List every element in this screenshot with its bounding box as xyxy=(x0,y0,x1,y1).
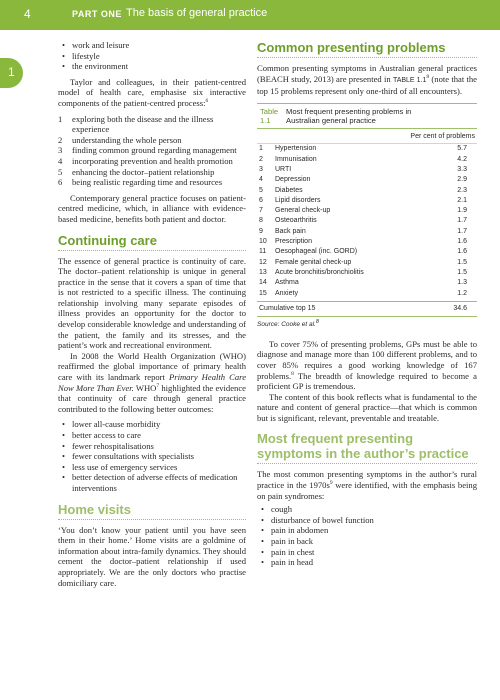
table-row: 1 Hypertension 5.7 xyxy=(259,145,467,153)
table-cumulative-row: Cumulative top 15 34.6 xyxy=(257,301,477,317)
list-item: 4 incorporating prevention and health promotion xyxy=(58,155,233,166)
table-row: 4 Depression 2.9 xyxy=(259,176,467,184)
table-row: 9 Back pain 1.7 xyxy=(259,227,467,235)
right-column xyxy=(257,40,477,568)
page-number: 4 xyxy=(24,7,31,21)
table-row: 7 General check-up 1.9 xyxy=(259,207,467,215)
table-row: 8 Osteoarthritis 1.7 xyxy=(259,217,467,225)
paragraph: Contemporary general practice focuses on patient-centred medicine, which, in alliance with evidence-based medicine, benefits both patient and doctor. xyxy=(58,192,246,224)
table-row: 2 Immunisation 4.2 xyxy=(259,155,467,163)
section-heading-home-visits: Home visits xyxy=(58,502,246,520)
paragraph: The content of this book reflects what is fundamental to the nature and content of general practice—that which is common but is significant, relevant, preventable and treatable. xyxy=(257,391,477,423)
table-row: 3 URTI 3.3 xyxy=(259,165,467,173)
list-item: 3 finding common ground regarding management xyxy=(58,145,237,156)
section-heading-common-problems: Common presenting problems xyxy=(257,40,477,58)
list-item: • fewer consultations with specialists xyxy=(72,451,246,462)
table-row: 14 Asthma 1.3 xyxy=(259,279,467,287)
table-row: 10 Prescription 1.6 xyxy=(259,238,467,246)
list-item: • fewer rehospitalisations xyxy=(72,441,246,452)
table-caption: Table 1.1 Most frequent presenting problems in Australian general practice xyxy=(257,104,477,129)
table-row: 5 Diabetes 2.3 xyxy=(259,186,467,194)
list-item: 6 being realistic regarding time and resources xyxy=(58,177,223,188)
table-column-header: Per cent of problems xyxy=(257,129,477,145)
paragraph: ‘You don’t know your patient until you have seen them in their home.’ Home visits are a goldmine of information about intra-family dynamics. They should cement the doctor–patient relationship if used appropriately. We are the only doctors who practise domiciliary care. xyxy=(58,524,246,588)
list-item: • better detection of adverse effects of medication interventions xyxy=(72,472,246,493)
list-item: • cough xyxy=(271,504,477,515)
list-item: 2 understanding the whole person xyxy=(58,134,182,145)
paragraph: In 2008 the World Health Organization (WHO) reaffirmed the global importance of primary health care with its landmark report Primary Health Care Now More Than Ever. WHO$^7$ highlighted the evidence that continuity of care through general practice contributed to the following better outcomes: xyxy=(58,350,247,414)
table-source: Source: Cooke et al.$^8$ xyxy=(257,318,319,329)
part-title: The basis of general practice xyxy=(126,7,268,19)
chapter-tab xyxy=(0,58,23,88)
list-item: • pain in back xyxy=(271,536,477,547)
problems-table xyxy=(257,103,477,317)
outcomes-list xyxy=(58,419,246,493)
paragraph: The essence of general practice is continuity of care. The doctor–patient relationship is unique in general practice in the sense that it covers a span of time that is not restricted to a specific illness. The continuing relationship involving many separate episodes of illness provides an opportunity for the doctor to develop considerable knowledge and understanding of the patient, the family and its stresses, and the patient’s work and recreational environment. xyxy=(58,255,246,351)
list-item: • work and leisure xyxy=(72,40,246,51)
list-item: • pain in chest xyxy=(271,547,477,558)
paragraph: Common presenting symptoms in Australian general practices (BEACH study, 2013) are presented in TABLE $1.1^8$ (note that the top 15 problems represent only one-third of all encounters). xyxy=(257,63,477,97)
list-item: • pain in abdomen xyxy=(271,525,477,536)
paragraph: Taylor and colleagues, in their patient-centred model of health care, emphasise six interactive components of the patient-centred process:$^6$ xyxy=(58,76,246,108)
chapter-number: 1 xyxy=(8,65,15,79)
list-item: • less use of emergency services xyxy=(72,462,246,473)
list-item: 5 enhancing the doctor–patient relationship xyxy=(58,166,215,177)
list-item: • lower all-cause morbidity xyxy=(72,419,246,430)
left-column xyxy=(58,40,246,588)
symptoms-list xyxy=(257,504,477,568)
paragraph: The most common presenting symptoms in the author’s rural practice in the $1970s^9$ were identified, with the emphasis being on pain syndromes: xyxy=(257,469,477,501)
section-heading-continuing-care: Continuing care xyxy=(58,233,246,251)
table-row: 13 Acute bronchitis/bronchiolitis 1.5 xyxy=(259,268,467,276)
paragraph: To cover 75% of presenting problems, GPs must be able to diagnose and manage more than 100 different problems, and to cover 85% requires a good working knowledge of 167 problems.$^8$ The breadth of knowledge required to become a proficient GP is tremendous. xyxy=(257,338,477,392)
page-header xyxy=(0,0,500,30)
part-label: PART ONE xyxy=(72,9,122,19)
list-item: • disturbance of bowel function xyxy=(271,515,477,526)
table-row: 6 Lipid disorders 2.1 xyxy=(259,196,467,204)
section-heading-author-practice: Most frequent presenting symptoms in the author’s practice xyxy=(257,431,477,464)
table-row: 11 Oesophageal (inc. GORD) 1.6 xyxy=(259,248,467,256)
list-item: • better access to care xyxy=(72,430,246,441)
list-item: 1 exploring both the disease and the illness experience xyxy=(58,113,214,135)
table-reference: TABLE 1.1 xyxy=(392,76,427,84)
list-item: • lifestyle xyxy=(72,51,246,62)
lifestyle-bullets xyxy=(58,40,246,72)
table-row: 12 Female genital check-up 1.5 xyxy=(259,258,467,266)
table-body xyxy=(257,144,477,298)
process-list xyxy=(58,114,246,188)
table-row: 15 Anxiety 1.2 xyxy=(259,289,467,297)
list-item: • the environment xyxy=(72,61,246,72)
list-item: • pain in head xyxy=(271,557,477,568)
